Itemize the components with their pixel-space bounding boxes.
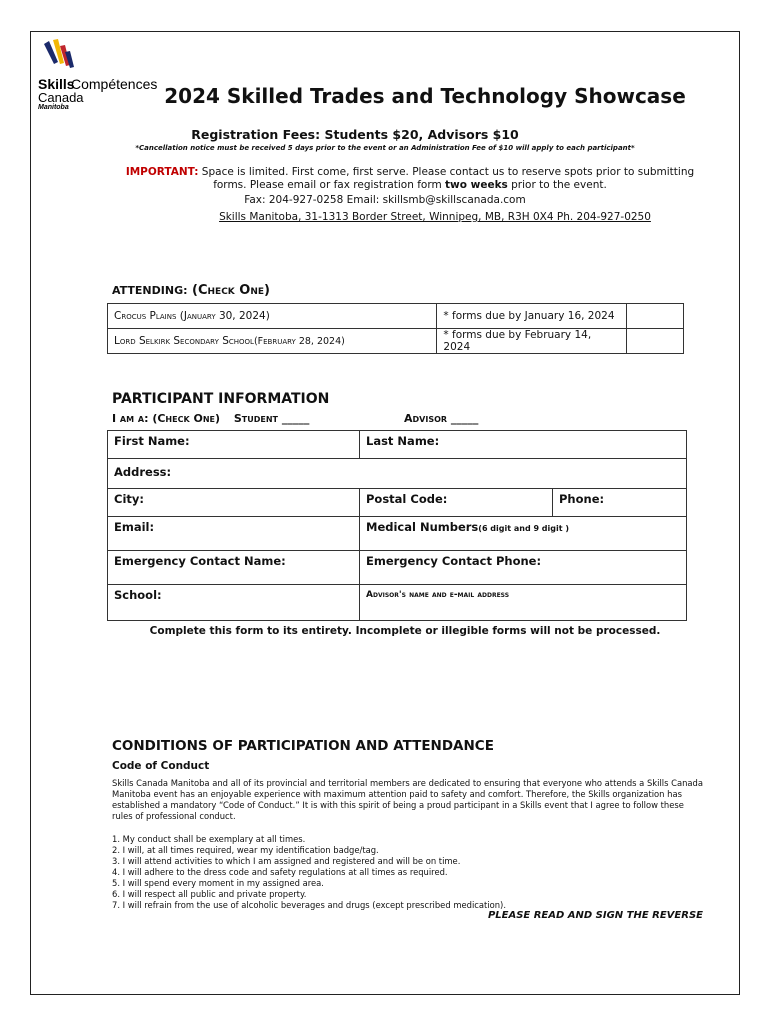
email-field[interactable]: Email: (108, 517, 360, 551)
address-field[interactable]: Address: (108, 459, 687, 489)
event-due-cell: * forms due by January 16, 2024 (437, 304, 627, 329)
page-title: 2024 Skilled Trades and Technology Showcase (164, 84, 686, 108)
important-notice (120, 166, 700, 192)
event-date: (February 28, 2024) (253, 336, 345, 347)
list-item: 1. My conduct shall be exemplary at all times. (112, 834, 306, 844)
event-name: Crocus Plains (114, 310, 177, 322)
first-name-field[interactable]: First Name: (108, 431, 360, 459)
participant-heading: PARTICIPANT INFORMATION (112, 391, 330, 407)
table-row (108, 459, 687, 489)
event-date: (January 30, 2024) (179, 310, 270, 322)
address-line: Skills Manitoba, 31-1313 Border Street, Winnipeg, MB, R3H 0X4 Ph. 204-927-0250 (219, 211, 651, 223)
table-row (108, 489, 687, 517)
important-label: IMPORTANT: (125, 166, 199, 178)
phone-field[interactable]: Phone: (553, 489, 687, 517)
table-row (108, 431, 687, 459)
list-item: 5. I will spend every moment in my assigned area. (112, 878, 324, 888)
conduct-rules (112, 834, 707, 911)
complete-form-note: Complete this form to its entirety. Incomplete or illegible forms will not be processed. (149, 625, 661, 637)
registration-fees: Registration Fees: Students $20, Advisors $10 (191, 127, 519, 142)
attending-label: ATTENDING: (112, 284, 188, 297)
table-row (108, 585, 687, 621)
cancellation-notice: *Cancellation notice must be received 5 days prior to the event or an Administration Fee of $10 will apply to each participant* (135, 144, 635, 152)
code-of-conduct-heading: Code of Conduct (112, 760, 210, 772)
event-name-cell (108, 304, 437, 329)
event-due-cell: * forms due by February 14, 2024 (437, 329, 627, 354)
medical-label: Medical Numbers (366, 520, 479, 534)
logo-manitoba-text: Manitoba (38, 104, 69, 111)
student-option[interactable]: Student _____ (233, 412, 310, 425)
emergency-name-field[interactable]: Emergency Contact Name: (108, 551, 360, 585)
list-item: 3. I will attend activities to which I am assigned and registered and will be on time. (112, 856, 461, 866)
attending-check: (Check One) (192, 283, 270, 298)
medical-note: (6 digit and 9 digit ) (478, 524, 570, 533)
medical-numbers-field[interactable] (360, 517, 687, 551)
list-item: 7. I will refrain from the use of alcoholic beverages and drugs (except prescribed medication). (112, 900, 506, 910)
list-item: 4. I will adhere to the dress code and safety regulations at all times as required. (112, 867, 448, 877)
logo-skills-text: Skills (38, 76, 75, 92)
fax-email-line: Fax: 204-927-0258 Email: skillsmb@skillscanada.com (244, 194, 526, 206)
event-row (108, 304, 684, 329)
event-table (107, 303, 684, 354)
advisor-option[interactable]: Advisor _____ (404, 412, 479, 425)
last-name-field[interactable]: Last Name: (360, 431, 687, 459)
attending-heading (112, 283, 270, 298)
participant-table (107, 430, 687, 621)
read-sign-reverse: PLEASE READ AND SIGN THE REVERSE (487, 910, 703, 921)
city-field[interactable]: City: (108, 489, 360, 517)
iama-label: I am a: (Check One) (112, 412, 221, 425)
code-of-conduct-text: Skills Canada Manitoba and all of its provincial and territorial members are dedicated to ensuring that everyone who attends a Skills Canada Manitoba event has an enjoyable experience with maximum attention paid to safety and comfort. Therefore, the Skills organization has established a mandatory “Code of Conduct.” It is with this spirit of being a proud participant in a Skills event that I agree to follow these rules of professional conduct. (112, 778, 704, 821)
list-item: 2. I will, at all times required, wear my identification badge/tag. (112, 845, 379, 855)
advisor-contact-field[interactable]: Advisor's name and e-mail address (360, 585, 687, 621)
role-selector (112, 412, 479, 425)
event-checkbox[interactable] (627, 304, 684, 329)
event-row (108, 329, 684, 354)
postal-code-field[interactable]: Postal Code: (360, 489, 553, 517)
logo-competences-text: Compétences (71, 76, 158, 92)
important-text-after: prior to the event. (507, 179, 607, 191)
logo-hands-icon (40, 38, 80, 78)
event-name-cell (108, 329, 437, 354)
school-field[interactable]: School: (108, 585, 360, 621)
list-item: 6. I will respect all public and private property. (112, 889, 307, 899)
table-row (108, 551, 687, 585)
important-bold: two weeks (445, 179, 508, 191)
event-name: Lord Selkirk Secondary School (114, 335, 254, 347)
event-checkbox[interactable] (627, 329, 684, 354)
table-row (108, 517, 687, 551)
conditions-heading: CONDITIONS OF PARTICIPATION AND ATTENDANCE (112, 738, 494, 754)
logo-canada-text: Canada (38, 90, 84, 105)
important-text-before: Space is limited. First come, first serve. Please contact us to reserve spots prior to submitting forms. Please email or fax registration form (198, 166, 695, 191)
emergency-phone-field[interactable]: Emergency Contact Phone: (360, 551, 687, 585)
